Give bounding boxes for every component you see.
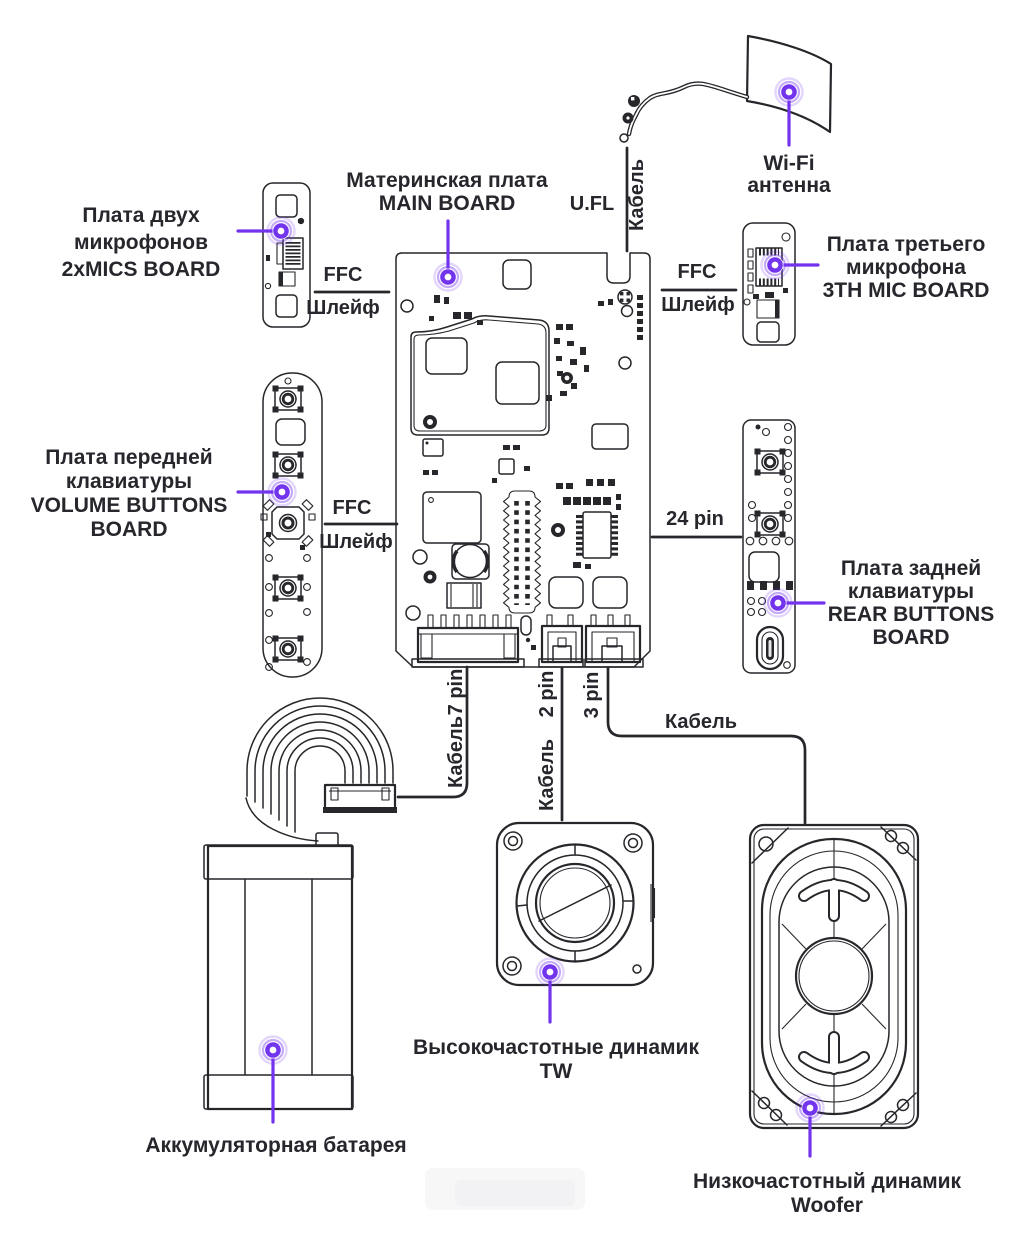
ribbon-volume-label: Шлейф [319,531,393,553]
svg-text:BOARD: BOARD [90,518,168,541]
main-board-marker-icon [435,264,462,291]
woofer-label [693,1170,962,1217]
svg-text:Плата задней: Плата задней [840,557,982,580]
watermark-smudge [425,1168,585,1210]
ufl-label: U.FL [569,193,615,215]
connector-2pin [539,615,583,667]
pin3-cable-line [608,668,805,823]
header-24pin [504,491,541,613]
svg-text:Плата третьего: Плата третьего [826,233,986,256]
pin2-label: 2 pin [536,670,558,718]
mic3-board-label [823,233,990,302]
battery-figure [204,698,397,1109]
rear-board-figure [743,420,795,673]
passives [423,295,643,569]
svg-text:3TH MIC BOARD: 3TH MIC BOARD [822,279,990,302]
svg-text:Плата передней: Плата передней [45,446,213,469]
antenna-connector-icon [618,290,633,317]
woofer-figure [750,825,918,1128]
main-board-label [346,169,548,215]
ffc-mic3-label: FFC [677,261,717,283]
svg-text:микрофона: микрофона [846,256,966,279]
pin24-label: 24 pin [666,508,724,530]
mics2-marker-icon [268,218,295,245]
battery-label [145,1134,406,1157]
volume-marker-icon [269,479,296,506]
callout-markers [238,79,824,1157]
woofer-marker-icon [797,1095,824,1122]
center-button [261,500,315,550]
tweeter-marker-icon [537,959,564,986]
mics2-board-figure [263,183,310,327]
main-board-figure [396,253,650,667]
svg-text:MAIN BOARD: MAIN BOARD [378,192,516,215]
svg-text:VOLUME BUTTONS: VOLUME BUTTONS [30,494,228,517]
pin3-label: 3 pin [581,671,603,719]
connector-3pin [585,615,643,667]
wifi-antenna-label [747,152,831,197]
labels [31,152,995,1217]
svg-text:Плата двух: Плата двух [82,204,200,227]
svg-text:Woofer: Woofer [791,1194,863,1217]
ribbon-mics2-label: Шлейф [306,297,380,319]
mic3-marker-icon [762,252,789,279]
ribbon-mic3-label: Шлейф [661,294,735,316]
rear-marker-icon [765,590,792,617]
svg-text:BOARD: BOARD [872,626,950,649]
battery-connector-icon [323,785,397,813]
usb-c-port-icon [757,627,783,669]
svg-text:Высокочастотные динамик: Высокочастотные динамик [413,1036,699,1059]
volume-board-label [31,446,228,541]
svg-text:клавиатуры: клавиатуры [65,470,193,493]
tweeter-label [413,1036,699,1083]
antenna-cable-label: Кабель [626,158,648,232]
svg-text:2xMICS BOARD: 2xMICS BOARD [61,258,221,281]
ffc-volume-label: FFC [332,497,372,519]
tweeter-figure [497,823,655,985]
ffc-mics2-label: FFC [323,264,363,286]
svg-text:Аккумуляторная батарея: Аккумуляторная батарея [145,1134,407,1157]
connector-7pin [412,615,524,667]
tweeter-cable-label: Кабель [536,738,558,812]
mics2-board-label [62,204,221,281]
battery-marker-icon [260,1037,287,1064]
pin7-label: 7 pin [445,668,467,716]
wifi-marker-icon [776,79,803,106]
battery-cable-label: Кабель [445,715,467,789]
rear-board-label [828,557,994,649]
svg-text:клавиатуры: клавиатуры [847,580,975,603]
svg-text:REAR BUTTONS: REAR BUTTONS [827,603,995,626]
woofer-cable-label: Кабель [664,711,738,733]
svg-text:Низкочастотный динамик: Низкочастотный динамик [692,1170,962,1193]
svg-text:Материнская плата: Материнская плата [346,169,548,192]
svg-text:антенна: антенна [747,174,831,197]
svg-text:микрофонов: микрофонов [74,231,208,254]
svg-text:TW: TW [539,1060,573,1083]
volume-board-figure [261,373,322,677]
svg-text:Wi-Fi: Wi-Fi [763,152,815,175]
mic3-board-figure [743,223,795,345]
